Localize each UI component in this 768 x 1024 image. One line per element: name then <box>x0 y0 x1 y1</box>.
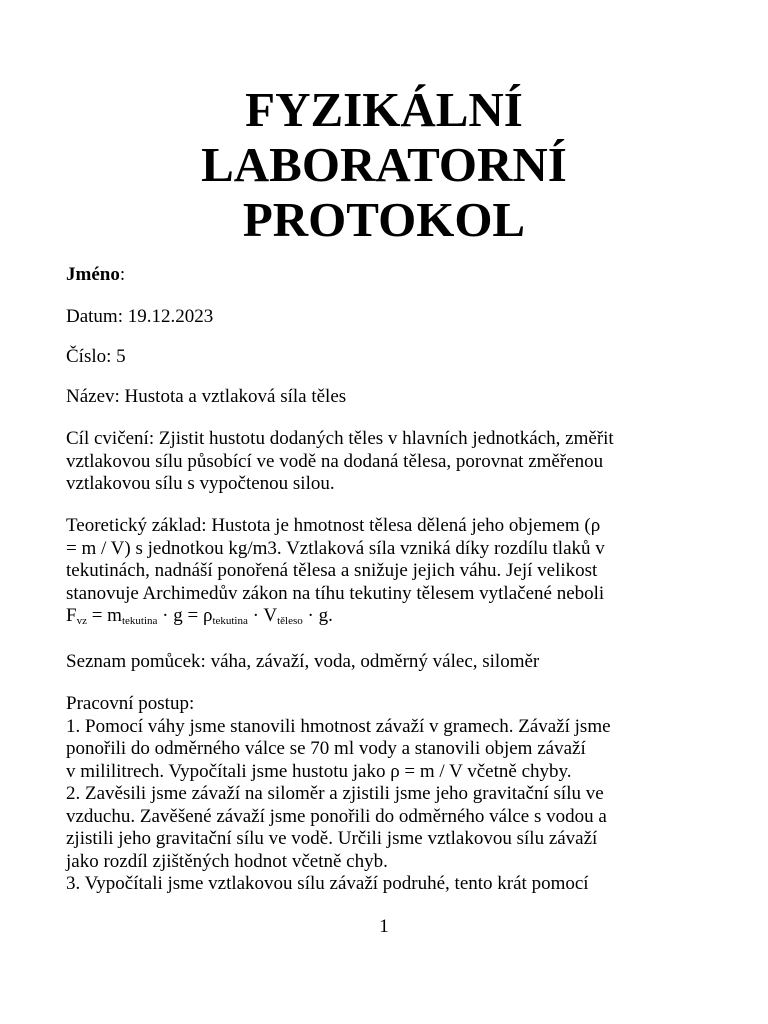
procedure-line: v mililitrech. Vypočítali jsme hustotu jako ρ = m / V včetně chyby. <box>66 760 572 782</box>
goal-line: vztlakovou sílu působící ve vodě na dodaná tělesa, porovnat změřenou <box>66 450 604 472</box>
document-title <box>0 82 768 247</box>
equipment-paragraph: Seznam pomůcek: váha, závaží, voda, odměrný válec, siloměr <box>66 651 540 672</box>
procedure-line: zjistili jeho gravitační sílu ve vodě. Určili jsme vztlakovou sílu závaží <box>66 828 598 849</box>
procedure-line: 2. Zavěsili jsme závaží na siloměr a zjistili jsme jeho gravitační sílu ve <box>66 783 604 804</box>
name-label: Jméno <box>66 264 120 285</box>
theory-line: = m / V) s jednotkou kg/m3. Vztlaková síla vzniká díky rozdílu tlaků v <box>66 537 605 559</box>
procedure-line: jako rozdíl zjištěných hodnot včetně chyb. <box>66 850 388 872</box>
page-number: 1 <box>379 916 389 937</box>
theory-line: stanovuje Archimedův zákon na tíhu tekutiny tělesem vytlačené neboli <box>66 582 605 604</box>
goal-line: vztlakovou sílu s vypočtenou silou. <box>66 473 335 494</box>
procedure-line: vzduchu. Zavěšené závaží jsme ponořili do odměrného válce s vodou a <box>66 805 607 827</box>
procedure-line: ponořili do odměrného válce se 70 ml vody a stanovili objem závaží <box>66 738 586 759</box>
title-line-1: FYZIKÁLNÍ <box>245 82 523 137</box>
theory-line: Teoretický základ: Hustota je hmotnost tělesa dělená jeho objemem (ρ <box>66 515 601 536</box>
name-field <box>66 264 726 287</box>
procedure-heading: Pracovní postup: <box>66 693 195 714</box>
goal-line: Cíl cvičení: Zjistit hustotu dodaných těles v hlavních jednotkách, změřit <box>66 428 614 449</box>
name-colon: : <box>119 264 126 285</box>
number-field: Číslo: 5 <box>66 346 126 367</box>
title-line-3: PROTOKOL <box>242 192 526 247</box>
procedure-paragraph <box>66 693 726 896</box>
date-field: Datum: 19.12.2023 <box>66 306 214 327</box>
buoyancy-formula: $F_{vz} = m_{tekutina} \cdot g = \rho_{tekutina} \cdot V_{těleso} \cdot g$. <box>66 605 333 627</box>
title-line-2: LABORATORNÍ <box>201 137 567 192</box>
theory-line: tekutinách, nadnáší ponořená tělesa a snižuje jejich váhu. Její velikost <box>66 560 598 581</box>
procedure-line: 1. Pomocí váhy jsme stanovili hmotnost závaží v gramech. Závaží jsme <box>66 715 611 737</box>
topic-field: Název: Hustota a vztlaková síla těles <box>66 386 347 407</box>
procedure-line: 3. Vypočítali jsme vztlakovou sílu závaží podruhé, tento krát pomocí <box>66 873 589 894</box>
goal-paragraph <box>66 428 726 496</box>
theory-paragraph <box>66 515 726 628</box>
